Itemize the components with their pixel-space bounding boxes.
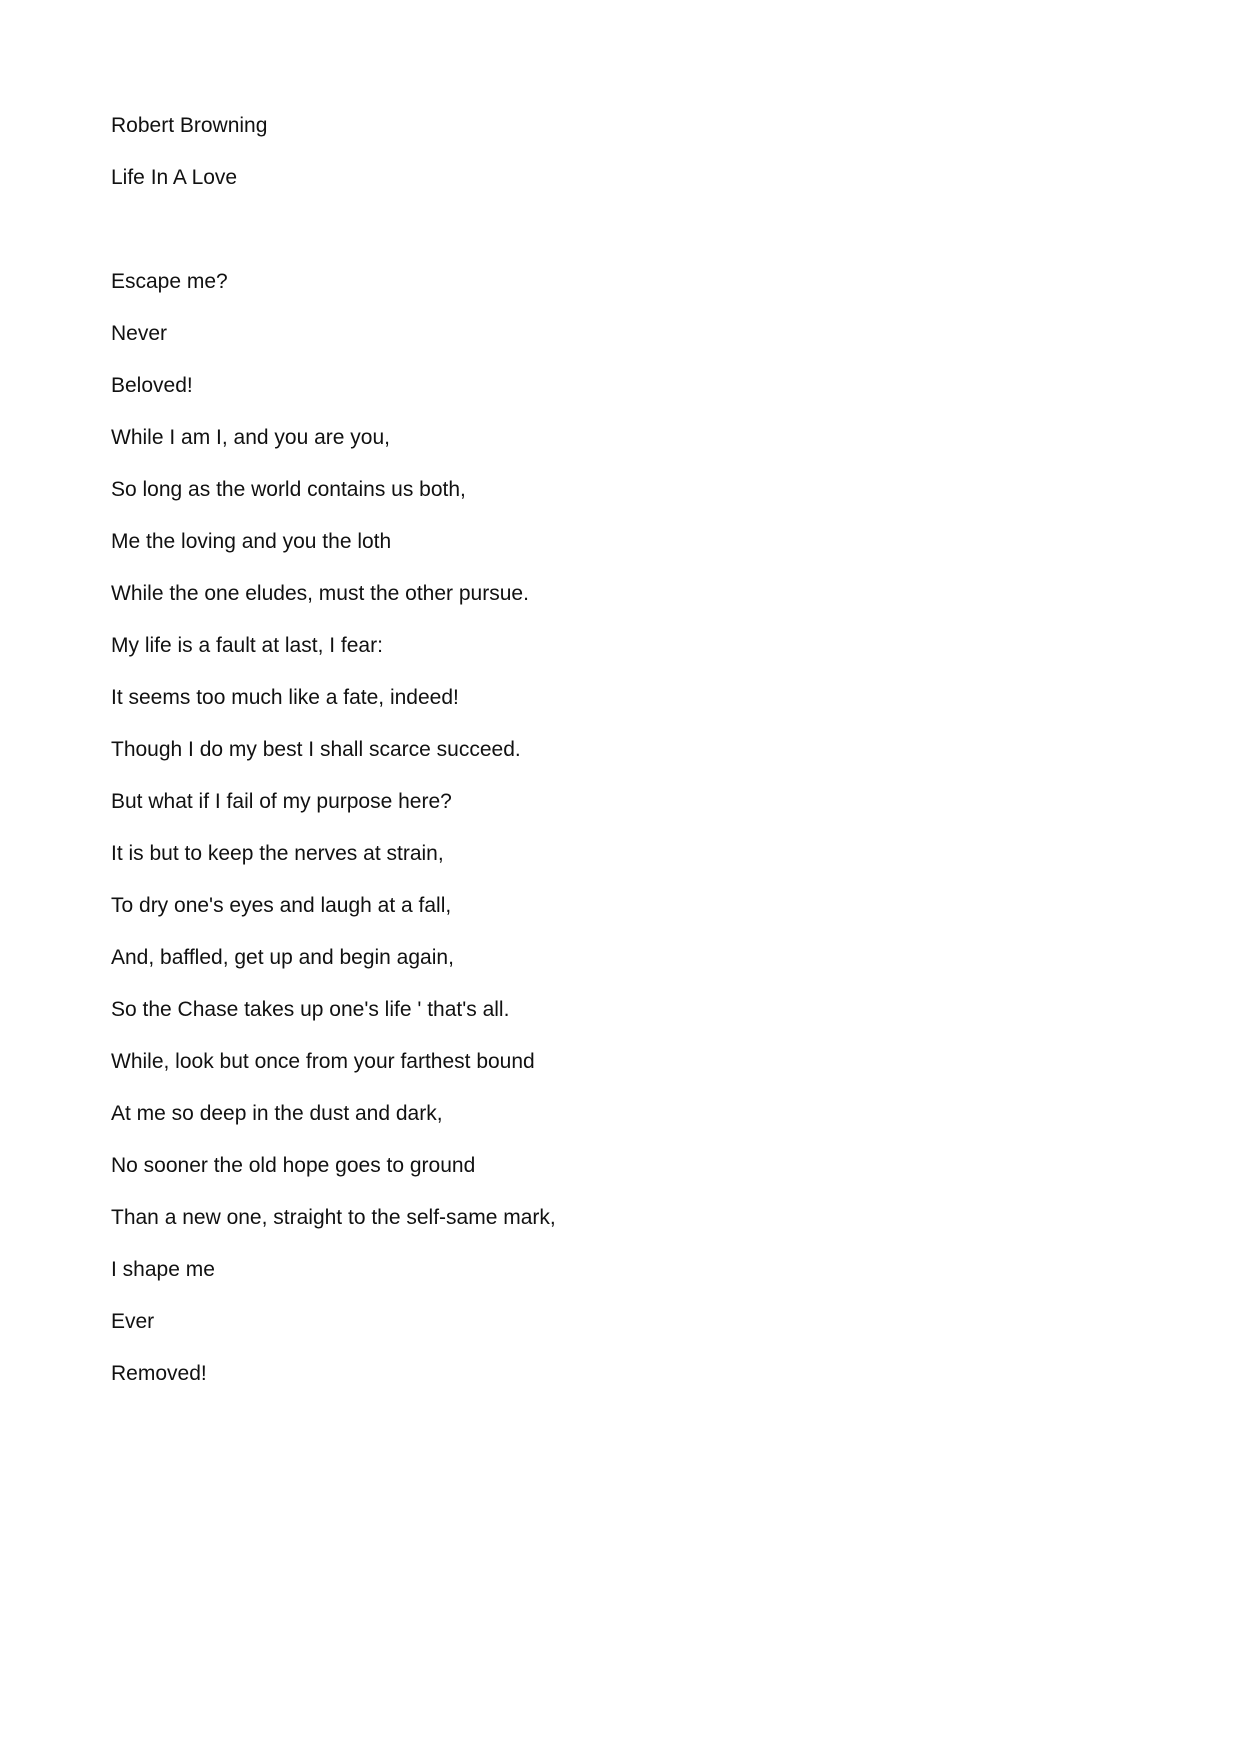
- poem-line: I shape me: [111, 1258, 215, 1281]
- poem-line: It is but to keep the nerves at strain,: [111, 842, 444, 865]
- poem-title: Life In A Love: [111, 166, 238, 189]
- poem-line: Than a new one, straight to the self-same mark,: [111, 1206, 556, 1229]
- poem-line: While, look but once from your farthest bound: [111, 1050, 535, 1073]
- poem-line: It seems too much like a fate, indeed!: [111, 686, 459, 709]
- poem-line: But what if I fail of my purpose here?: [111, 790, 452, 813]
- poem-line: Me the loving and you the loth: [111, 530, 392, 553]
- poem-line: So the Chase takes up one's life ' that's all.: [111, 998, 510, 1021]
- poem-text: [111, 113, 556, 1413]
- poem-line: Beloved!: [111, 374, 193, 397]
- poem-line: While I am I, and you are you,: [111, 426, 390, 449]
- poem-line: My life is a fault at last, I fear:: [111, 634, 383, 657]
- blank-gap: [111, 217, 556, 269]
- poem-line: No sooner the old hope goes to ground: [111, 1154, 476, 1177]
- poem-line: So long as the world contains us both,: [111, 478, 466, 501]
- poem-line: Though I do my best I shall scarce succeed.: [111, 738, 521, 761]
- poem-line: Removed!: [111, 1362, 207, 1385]
- poem-line: Ever: [111, 1310, 155, 1333]
- poem-line: Escape me?: [111, 270, 228, 293]
- poem-line: While the one eludes, must the other pursue.: [111, 582, 529, 605]
- poem-line: Never: [111, 322, 168, 345]
- poem-author: Robert Browning: [111, 114, 268, 137]
- poem-line: At me so deep in the dust and dark,: [111, 1102, 443, 1125]
- poem-line: And, baffled, get up and begin again,: [111, 946, 454, 969]
- poem-line: To dry one's eyes and laugh at a fall,: [111, 894, 452, 917]
